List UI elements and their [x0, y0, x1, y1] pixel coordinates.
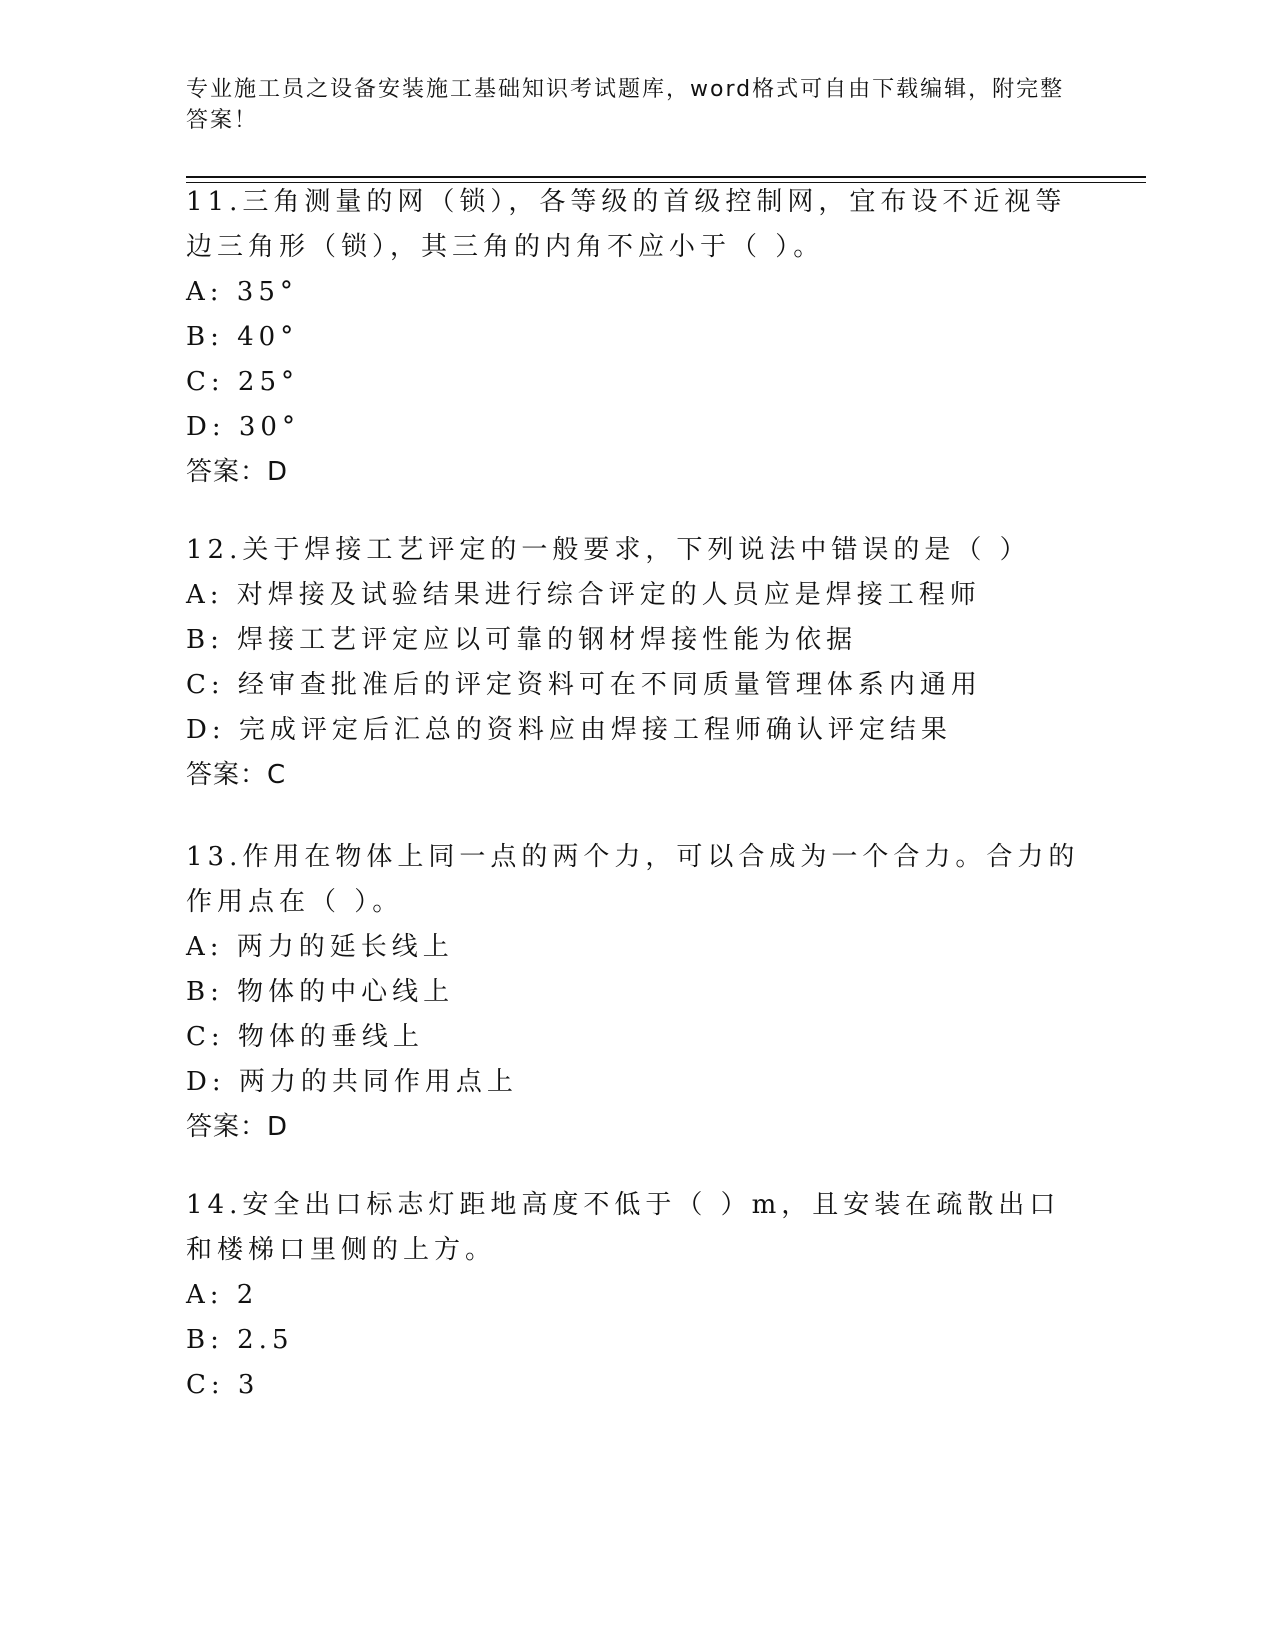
option-b: B: 焊接工艺评定应以可靠的钢材焊接性能为依据: [186, 625, 858, 655]
option-d: D: 完成评定后汇总的资料应由焊接工程师确认评定结果: [186, 715, 952, 745]
option-c: C: 3: [186, 1370, 260, 1400]
document-header: 专业施工员之设备安装施工基础知识考试题库，word格式可自由下载编辑，附完整答案！: [186, 77, 1065, 133]
question-12: [186, 528, 1086, 798]
option-c: C: 物体的垂线上: [186, 1022, 424, 1052]
question-11: [186, 180, 1086, 495]
question-text: 12.关于焊接工艺评定的一般要求，下列说法中错误的是（ ）: [186, 535, 1031, 565]
option-c: C: 25°: [186, 367, 300, 397]
answer-label: 答案：D: [186, 457, 289, 487]
question-text: 11.三角测量的网（锁），各等级的首级控制网，宜布设不近视等边三角形（锁），其三角的内角不应小于（ ）。: [186, 187, 1067, 262]
question-text: 13.作用在物体上同一点的两个力，可以合成为一个合力。合力的作用点在（ ）。: [186, 842, 1080, 917]
option-a: A: 35°: [186, 277, 298, 307]
option-c: C: 经审查批准后的评定资料可在不同质量管理体系内通用: [186, 670, 982, 700]
question-text: 14.安全出口标志灯距地高度不低于（ ）m，且安装在疏散出口和楼梯口里侧的上方。: [186, 1190, 1061, 1265]
option-b: B: 物体的中心线上: [186, 977, 455, 1007]
option-b: B: 2.5: [186, 1325, 294, 1355]
question-14: [186, 1183, 1086, 1408]
option-a: A: 2: [186, 1280, 259, 1310]
question-13: [186, 835, 1086, 1150]
option-a: A: 对焊接及试验结果进行综合评定的人员应是焊接工程师: [186, 580, 981, 610]
option-b: B: 40°: [186, 322, 299, 352]
answer-label: 答案：C: [186, 760, 287, 790]
header-divider-thick: [186, 176, 1146, 178]
option-d: D: 两力的共同作用点上: [186, 1067, 518, 1097]
answer-label: 答案：D: [186, 1112, 289, 1142]
option-a: A: 两力的延长线上: [186, 932, 454, 962]
option-d: D: 30°: [186, 412, 300, 442]
